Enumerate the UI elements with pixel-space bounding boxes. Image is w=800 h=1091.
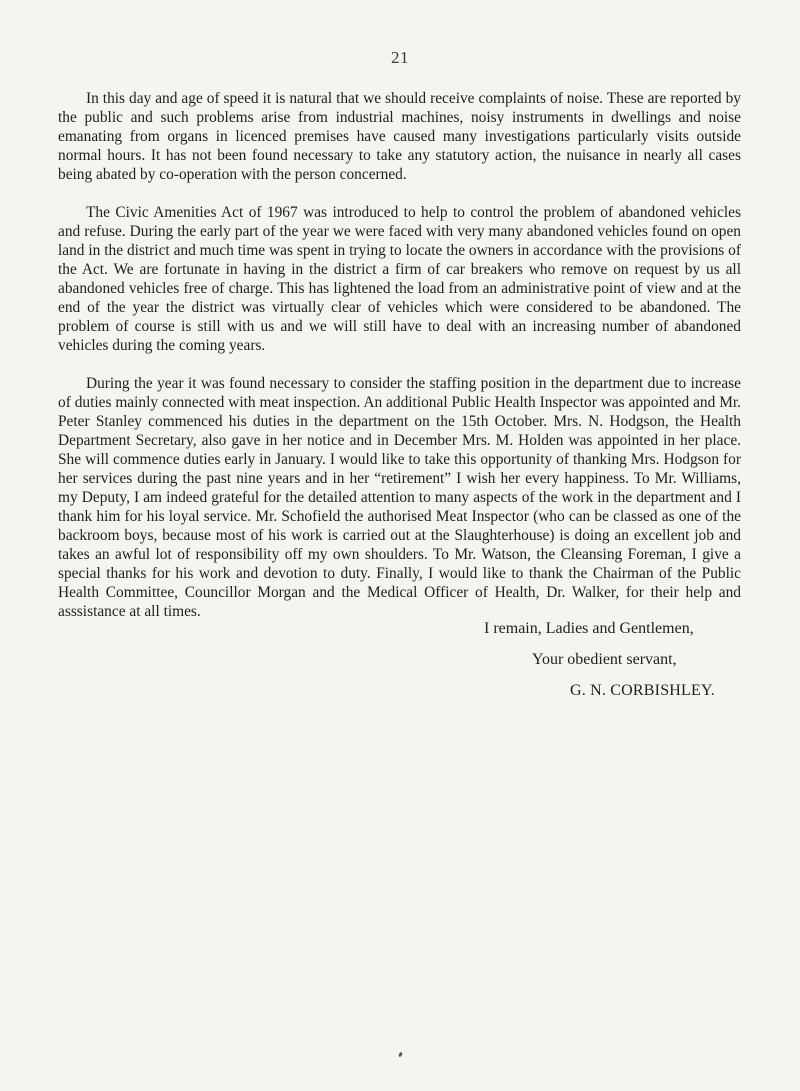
closing-valediction: Your obedient servant, [532,651,677,668]
scan-speck [398,1052,403,1058]
closing-salutation: I remain, Ladies and Gentlemen, [484,620,694,637]
paragraph-noise-complaints: In this day and age of speed it is natural that we should receive complaints of noise. These are reported by the public and such problems arise from industrial machines, noisy instruments in dwellings and noise emanating from organs in licenced premises have caused many investigations particularly visits outside normal hours. It has not been found necessary to take any statutory action, the nuisance in nearly all cases being abated by co-operation with the person concerned. [58,90,741,183]
letter-body [58,89,741,640]
paragraph-abandoned-vehicles: The Civic Amenities Act of 1967 was introduced to help to control the problem of abandoned vehicles and refuse. During the early part of the year we were faced with very many abandoned vehicles found on open land in the district and much time was spent in trying to locate the owners in accordance with the provisions of the Act. We are fortunate in having in the district a firm of car breakers who remove on request by us all abandoned vehicles free of charge. This has lightened the load from an administrative point of view and at the end of the year the district was virtually clear of vehicles which were considered to be abandoned. The problem of course is still with us and we will still have to deal with an increasing number of abandoned vehicles during the coming years. [58,204,741,354]
page-number: 21 [391,48,409,67]
letter-closing [484,619,784,701]
paragraph-staffing: During the year it was found necessary to consider the staffing position in the department due to increase of duties mainly connected with meat inspection. An additional Public Health Inspector was appointed and Mr. Peter Stanley commenced his duties in the department on the 15th October. Mrs. N. Hodgson, the Health Department Secretary, also gave in her notice and in December Mrs. M. Holden was appointed in her place. She will commence duties early in January. I would like to take this opportunity of thanking Mrs. Hodgson for her services during the past nine years and in her “retirement” I wish her every happiness. To Mr. Williams, my Deputy, I am indeed grateful for the detailed attention to many aspects of the work in the department and I thank him for his loyal service. Mr. Schofield the authorised Meat Inspector (who can be classed as one of the backroom boys, because most of his work is carried out at the Slaughterhouse) is doing an excellent job and takes an awful lot of responsibility off my own shoulders. To Mr. Watson, the Cleansing Foreman, I give a special thanks for his work and devotion to duty. Finally, I would like to thank the Chairman of the Public Health Committee, Councillor Morgan and the Medical Officer of Health, Dr. Walker, for their help and asssistance at all times. [58,375,741,620]
signature-name: G. N. CORBISHLEY. [570,682,715,699]
